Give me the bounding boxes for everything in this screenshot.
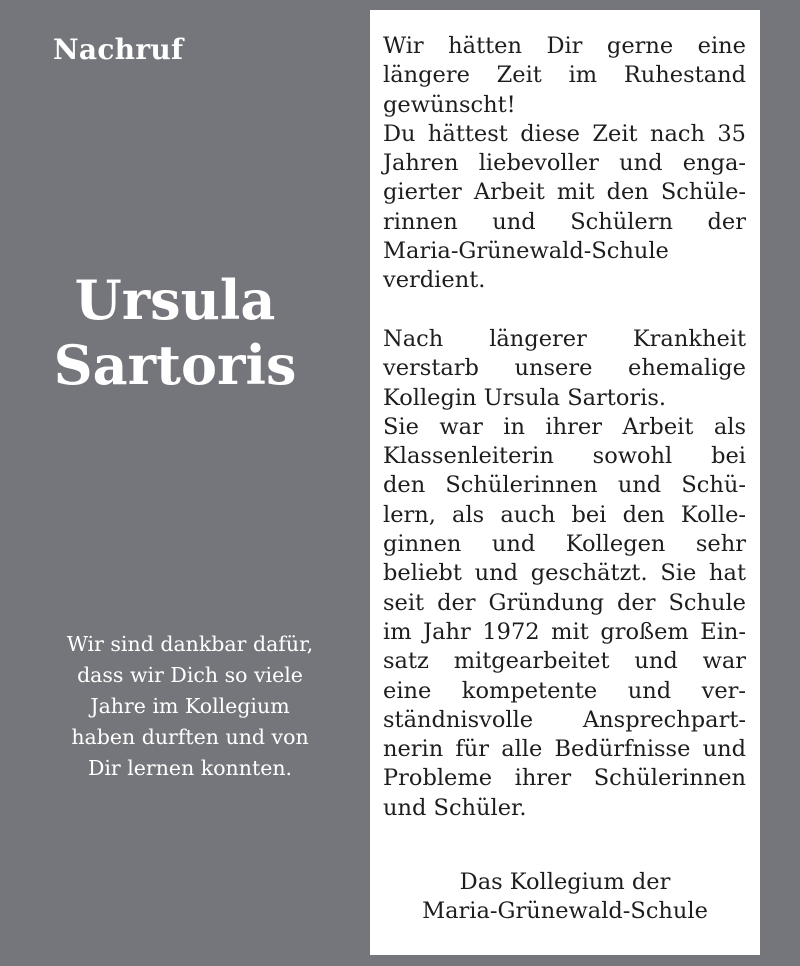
text-line: Maria-Grünewald-Schule <box>383 238 669 265</box>
text-line: ständnisvolle Ansprechpart- <box>383 706 746 733</box>
text-line: Probleme ihrer Schülerinnen <box>383 765 746 792</box>
text-line: lern, als auch bei den Kolle- <box>383 501 746 528</box>
text-line: Kollegin Ursula Sartoris. <box>383 384 667 411</box>
text-line: und Schüler. <box>383 794 527 821</box>
paragraph-memorial <box>383 325 746 823</box>
deceased-name <box>0 268 350 398</box>
first-name: Ursula <box>74 268 276 332</box>
text-line: verdient. <box>383 267 486 294</box>
gratitude-line: dass wir Dich so viele <box>77 663 303 687</box>
text-line: satz mitgearbeitet und war <box>383 648 746 675</box>
text-line: Sie war in ihrer Arbeit als <box>383 413 746 440</box>
text-line: Klassenleiterin sowohl bei <box>383 443 746 470</box>
obituary-text-panel <box>370 10 760 955</box>
last-name: Sartoris <box>53 333 297 397</box>
paragraph-wish <box>383 32 746 296</box>
heading-nachruf: Nachruf <box>53 33 184 66</box>
text-line: gewünscht! <box>383 91 516 118</box>
text-line: nerin für alle Bedürfnisse und <box>383 736 746 763</box>
text-line: im Jahr 1972 mit großem Ein- <box>383 618 746 645</box>
text-line: Wir hätten Dir gerne eine <box>383 33 746 59</box>
signature-line: Maria-Grünewald-Schule <box>422 898 708 925</box>
text-line: Jahren liebevoller und enga- <box>383 150 746 177</box>
text-line: eine kompetente und ver- <box>383 677 746 704</box>
gratitude-line: Jahre im Kollegium <box>90 694 290 718</box>
text-line: Nach längerer Krankheit <box>383 325 746 352</box>
text-line: gierter Arbeit mit den Schüle- <box>383 179 746 206</box>
text-line: beliebt und geschätzt. Sie hat <box>383 560 746 587</box>
text-line: Du hättest diese Zeit nach 35 <box>383 120 746 147</box>
text-line: den Schülerinnen und Schü- <box>383 472 746 499</box>
gratitude-text <box>40 629 340 784</box>
gratitude-line: Wir sind dankbar dafür, <box>66 632 314 656</box>
text-line: rinnen und Schülern der <box>383 208 746 235</box>
text-line: verstarb unsere ehemalige <box>383 355 746 382</box>
text-line: seit der Gründung der Schule <box>383 589 746 616</box>
text-line: ginnen und Kollegen sehr <box>383 531 746 558</box>
obituary-body <box>383 32 746 823</box>
signature <box>370 868 760 927</box>
gratitude-line: haben durften und von <box>71 725 309 749</box>
text-line: längere Zeit im Ruhestand <box>383 62 746 89</box>
signature-line: Das Kollegium der <box>459 869 671 895</box>
gratitude-line: Dir lernen konnten. <box>87 756 293 780</box>
left-panel <box>0 0 368 966</box>
